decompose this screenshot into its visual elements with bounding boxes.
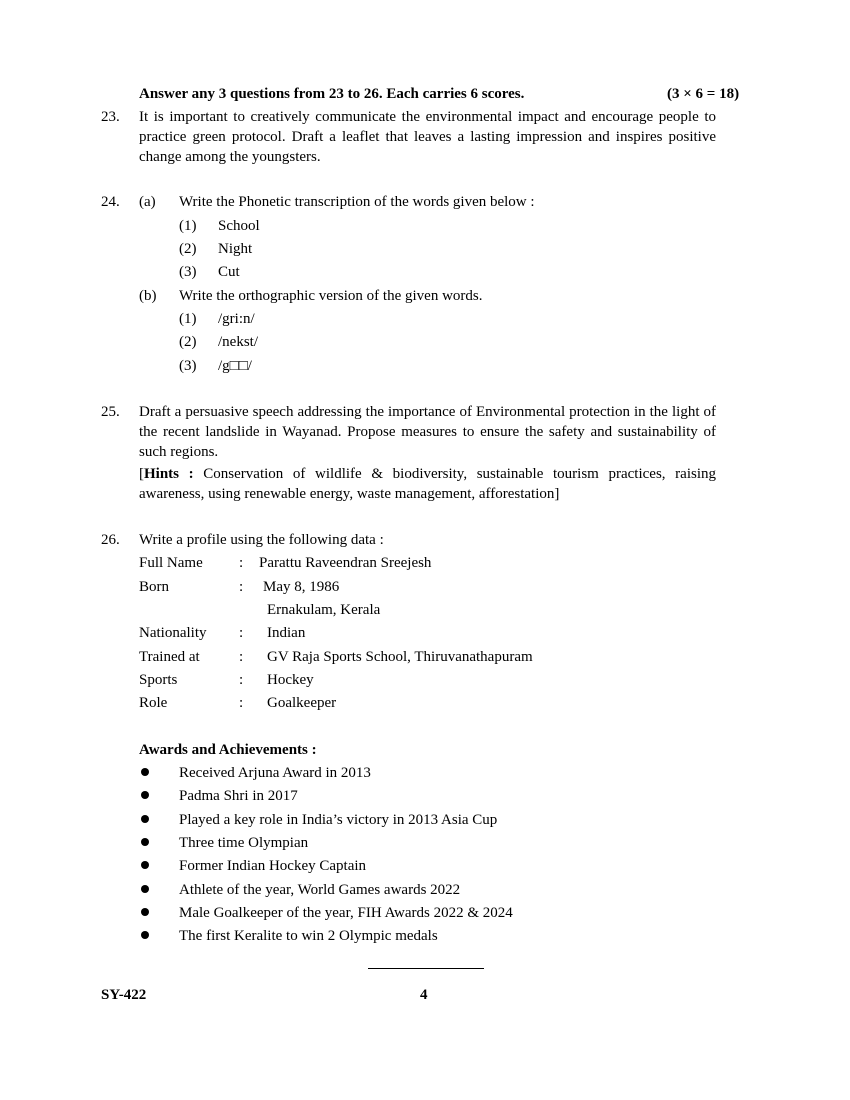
award-item: Athlete of the year, World Games awards 2022 xyxy=(179,882,461,898)
q24a-item-text: Night xyxy=(218,241,253,257)
bullet-icon xyxy=(141,791,149,799)
bullet-icon xyxy=(141,908,149,916)
question-number-26: 26. xyxy=(101,532,120,548)
profile-value: Indian xyxy=(267,625,306,641)
profile-label: Trained at xyxy=(139,649,200,665)
profile-value: GV Raja Sports School, Thiruvanathapuram xyxy=(267,649,533,665)
section-instruction: Answer any 3 questions from 23 to 26. Each carries 6 scores. xyxy=(139,86,525,102)
profile-label: Sports xyxy=(139,672,178,688)
profile-label: Nationality xyxy=(139,625,207,641)
q24a-item-num: (3) xyxy=(179,264,197,280)
award-item: Former Indian Hockey Captain xyxy=(179,858,367,874)
q24b-item-num: (1) xyxy=(179,311,197,327)
profile-value: Ernakulam, Kerala xyxy=(267,602,381,618)
award-item: Received Arjuna Award in 2013 xyxy=(179,765,371,781)
award-item: Played a key role in India’s victory in 2013 Asia Cup xyxy=(179,812,498,828)
bullet-icon xyxy=(141,768,149,776)
awards-title: Awards and Achievements : xyxy=(139,742,317,758)
q24a-item-num: (1) xyxy=(179,218,197,234)
bullet-icon xyxy=(141,838,149,846)
q24-part-a-label: (a) xyxy=(139,194,156,210)
award-item: Three time Olympian xyxy=(179,835,309,851)
q24b-item-num: (2) xyxy=(179,334,197,350)
bullet-icon xyxy=(141,815,149,823)
page-number: 4 xyxy=(420,987,428,1003)
profile-value: May 8, 1986 xyxy=(263,579,340,595)
question-25-text: Draft a persuasive speech addressing the importance of Environmental protection in the light of the recent landslide in Wayanad. Propose measures to ensure the safety and sustainability of such regions. xyxy=(139,404,716,460)
question-number-23: 23. xyxy=(101,109,120,125)
bullet-icon xyxy=(141,861,149,869)
section-marks: (3 × 6 = 18) xyxy=(667,86,740,102)
q24-part-b-label: (b) xyxy=(139,288,157,304)
profile-colon: : xyxy=(239,625,244,641)
q24b-item-text: /nekst/ xyxy=(218,334,258,350)
q24a-item-num: (2) xyxy=(179,241,197,257)
q24b-item-text: /gri:n/ xyxy=(218,311,255,327)
profile-colon: : xyxy=(239,649,244,665)
q24-part-b-text: Write the orthographic version of the given words. xyxy=(179,288,483,304)
hints-label: Hints : xyxy=(144,466,194,482)
question-number-25: 25. xyxy=(101,404,120,420)
bullet-icon xyxy=(141,931,149,939)
profile-label: Born xyxy=(139,579,169,595)
profile-label: Role xyxy=(139,695,168,711)
profile-colon: : xyxy=(239,555,244,571)
profile-label: Full Name xyxy=(139,555,203,571)
question-26-text: Write a profile using the following data : xyxy=(139,532,384,548)
profile-colon: : xyxy=(239,672,244,688)
profile-colon: : xyxy=(239,579,244,595)
q24b-item-text: /g□□/ xyxy=(218,358,252,374)
hints-text: Conservation of wildlife & biodiversity, sustainable tourism practices, raising awareness, using renewable energy, waste management, afforestation] xyxy=(139,466,716,502)
award-item: The first Keralite to win 2 Olympic medals xyxy=(179,928,438,944)
bullet-icon xyxy=(141,885,149,893)
end-divider xyxy=(368,968,484,969)
profile-value: Goalkeeper xyxy=(267,695,337,711)
paper-code: SY-422 xyxy=(101,987,147,1003)
question-number-24: 24. xyxy=(101,194,120,210)
question-23-text: It is important to creatively communicate the environmental impact and encourage people to practice green protocol. Draft a leaflet that leaves a lasting impression and inspires positive change among the youngsters. xyxy=(139,109,716,165)
question-25-hints: [Hints : Conservation of wildlife & biodiversity, sustainable tourism practices, raising awareness, using renewable energy, waste management, afforestation] xyxy=(139,466,716,502)
award-item: Padma Shri in 2017 xyxy=(179,788,298,804)
q24a-item-text: Cut xyxy=(218,264,240,280)
q24-part-a-text: Write the Phonetic transcription of the words given below : xyxy=(179,194,535,210)
profile-value: Parattu Raveendran Sreejesh xyxy=(259,555,432,571)
q24b-item-num: (3) xyxy=(179,358,197,374)
q24a-item-text: School xyxy=(218,218,260,234)
profile-colon: : xyxy=(239,695,244,711)
profile-value: Hockey xyxy=(267,672,314,688)
award-item: Male Goalkeeper of the year, FIH Awards 2022 & 2024 xyxy=(179,905,513,921)
